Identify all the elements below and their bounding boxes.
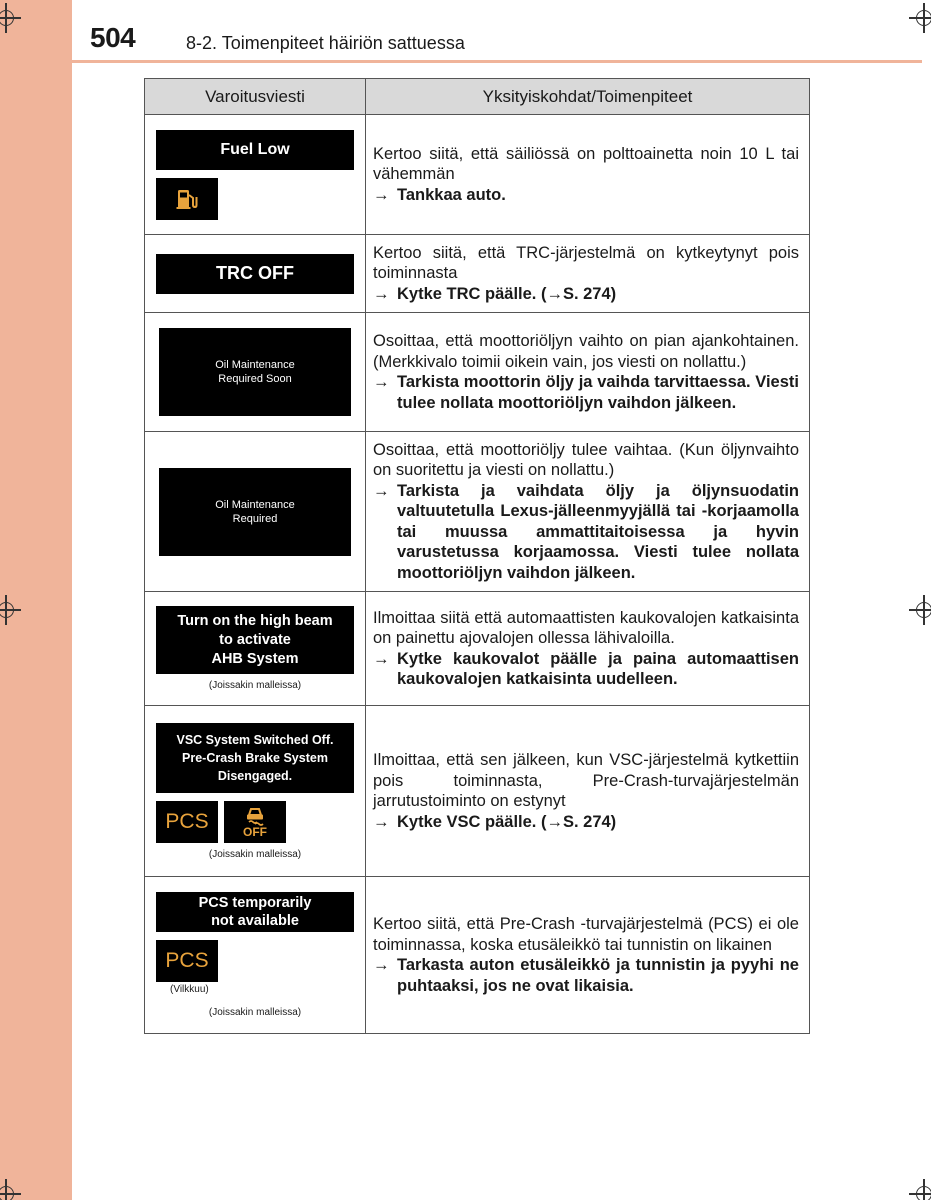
arrow-icon: → (373, 373, 390, 391)
crop-mark-icon (916, 602, 931, 618)
display-message (156, 606, 354, 674)
message-cell (145, 432, 366, 592)
side-color-strip (0, 0, 72, 1200)
message-cell (145, 706, 366, 877)
table-row (145, 235, 810, 313)
description-text: Ilmoittaa siitä että automaattisten kaukovalojen katkaisinta on painettu ajovalojen ollessa lähivaloilla. (373, 608, 799, 647)
display-text: PCS temporarily (198, 895, 312, 911)
column-header-details: Yksityiskohdat/Toimenpiteet (366, 79, 810, 115)
blink-note: (Vilkkuu) (170, 984, 209, 995)
message-cell (145, 592, 366, 706)
table-row (145, 706, 810, 877)
display-text: AHB System (211, 650, 299, 667)
display-text: Required (232, 512, 278, 525)
action-text: Kytke TRC päälle. (→S. 274) (397, 284, 617, 303)
column-header-message: Varoitusviesti (145, 79, 366, 115)
display-text: Turn on the high beam (177, 612, 333, 629)
arrow-icon: → (373, 812, 390, 831)
display-text: TRC OFF (216, 263, 294, 283)
description-text: Osoittaa, että moottoriöljyn vaihto on pian ajankohtainen. (Merkkivalo toimii oikein vain, jos viesti on nollattu.) (373, 332, 799, 371)
table-header-row (145, 79, 810, 115)
display-text: Required Soon (218, 373, 292, 385)
display-message (156, 130, 354, 170)
arrow-icon: → (373, 185, 390, 204)
description-text: Osoittaa, että moottoriöljy tulee vaihtaa. (Kun öljynvaihto on suoritettu ja viesti on nollattu.) (373, 440, 799, 480)
arrow-icon: → (373, 481, 390, 500)
details-cell (366, 877, 810, 1034)
display-message (156, 254, 354, 294)
pcs-warning-icon (156, 801, 218, 843)
action-text: Tankkaa auto. (397, 185, 506, 204)
details-cell (366, 592, 810, 706)
display-text: VSC System Switched Off. (176, 732, 334, 747)
message-cell (145, 235, 366, 313)
display-text: to activate (219, 631, 291, 648)
display-text: Fuel Low (220, 140, 290, 158)
message-cell (145, 877, 366, 1034)
table-row (145, 115, 810, 235)
table-row (145, 313, 810, 432)
fuel-pump-icon (156, 178, 218, 220)
table-row (145, 877, 810, 1034)
description-text: Kertoo siitä, että Pre-Crash -turvajärjestelmä (PCS) ei ole toiminnassa, koska etusäleikkö tai tunnistin on likainen (373, 915, 799, 954)
description-text: Ilmoittaa, että sen jälkeen, kun VSC-järjestelmä kytkettiin pois toiminnasta, Pre-Crash-turvajärjestelmän jarrutustoiminto on estynyt (373, 751, 799, 810)
action-text: Tarkasta auton etusäleikkö ja tunnistin ja pyyhi ne puhtaaksi, jos ne ovat likaisia. (397, 956, 799, 995)
skid-off-icon (224, 801, 286, 843)
pcs-label: PCS (165, 809, 209, 833)
section-title: 8-2. Toimenpiteet häiriön sattuessa (186, 33, 465, 53)
display-message (159, 468, 351, 556)
model-note: (Joissakin malleissa) (208, 680, 302, 691)
action-text: Tarkista moottorin öljy ja vaihda tarvittaessa. Viesti tulee nollata moottoriöljyn vaihdon jälkeen. (397, 373, 799, 412)
message-cell (145, 115, 366, 235)
display-text: Oil Maintenance (215, 359, 295, 371)
model-note: (Joissakin malleissa) (208, 848, 302, 860)
display-text: Disengaged. (217, 768, 293, 783)
table-row (145, 592, 810, 706)
action-text: Kytke kaukovalot päälle ja paina automaattisen kaukovalojen katkaisinta uudelleen. (397, 649, 799, 688)
pcs-warning-icon (156, 940, 218, 982)
display-text: Oil Maintenance (215, 498, 295, 511)
description-text: Kertoo siitä, että TRC-järjestelmä on kytkeytynyt pois toiminnasta (373, 243, 799, 283)
table-row (145, 432, 810, 592)
action-text: Tarkista ja vaihdata öljy ja öljynsuodatin valtuutetulla Lexus-jälleenmyyjällä tai -korjaamolla tai muussa ammattitaitoisessa ja hyvin varustetussa korjaamossa. Viesti tulee nollata moottoriöljyn vaihdon jälkeen. (397, 481, 799, 582)
crop-mark-icon (916, 1186, 931, 1200)
details-cell (366, 115, 810, 235)
action-text: Kytke VSC päälle. (→S. 274) (397, 812, 617, 831)
header-rule (72, 60, 922, 63)
details-cell (366, 432, 810, 592)
crop-mark-icon (916, 10, 931, 26)
warning-message-table (144, 78, 810, 1034)
description-text: Kertoo siitä, että säiliössä on polttoainetta noin 10 L tai vähemmän (373, 144, 799, 184)
arrow-icon: → (373, 956, 390, 974)
display-text: not available (211, 913, 299, 929)
off-label: OFF (243, 824, 267, 839)
display-message (159, 328, 351, 416)
pcs-label: PCS (165, 949, 209, 972)
display-message (156, 723, 354, 793)
display-text: Pre-Crash Brake System (182, 750, 328, 765)
details-cell (366, 313, 810, 432)
message-cell (145, 313, 366, 432)
crop-mark-icon (0, 1186, 14, 1200)
arrow-icon: → (373, 649, 390, 668)
details-cell (366, 235, 810, 313)
display-message (156, 892, 354, 932)
page-number: 504 (90, 22, 136, 53)
model-note: (Joissakin malleissa) (208, 1007, 302, 1018)
details-cell (366, 706, 810, 877)
arrow-icon: → (373, 284, 390, 303)
